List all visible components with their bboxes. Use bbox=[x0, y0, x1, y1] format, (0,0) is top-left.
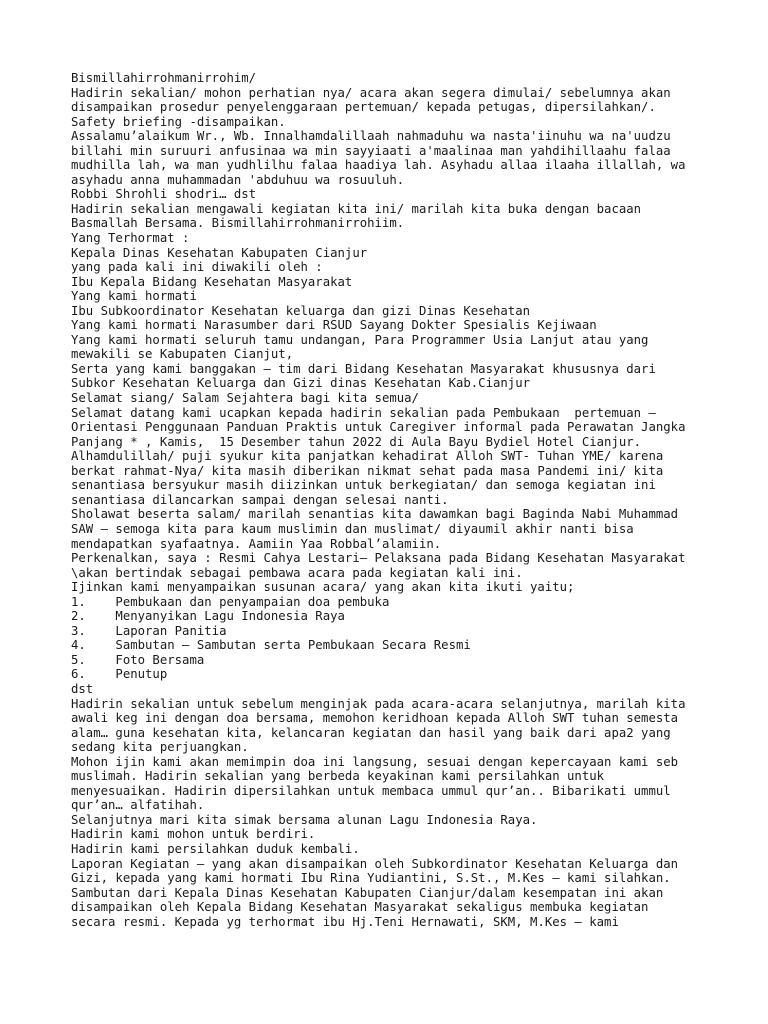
text-line: disampaikan prosedur penyelenggaraan pertemuan/ kepada petugas, dipersilahkan/. bbox=[71, 100, 656, 115]
text-line: mewakili se Kabupaten Cianjut, bbox=[71, 347, 294, 362]
text-line: Yang Terhormat : bbox=[71, 231, 190, 246]
text-line: \akan bertindak sebagai pembawa acara pada kegiatan kali ini. bbox=[71, 565, 523, 580]
text-line: SAW – semoga kita para kaum muslimin dan muslimat/ diyaumil akhir nanti bisa bbox=[71, 521, 634, 536]
text-line: Selamat siang/ Salam Sejahtera bagi kita semua/ bbox=[71, 391, 419, 406]
text-line: Orientasi Penggunaan Panduan Praktis untuk Caregiver informal pada Perawatan Jangka bbox=[71, 420, 686, 435]
text-line: 6. Penutup bbox=[71, 667, 168, 682]
text-line: Safety briefing -disampaikan. bbox=[71, 114, 286, 129]
text-line: Panjang * , Kamis, 15 Desember tahun 2022 di Aula Bayu Bydiel Hotel Cianjur. bbox=[71, 434, 642, 449]
document-body bbox=[71, 71, 711, 929]
text-line: Ijinkan kami menyampaikan susunan acara/ yang akan kita ikuti yaitu; bbox=[71, 580, 575, 595]
text-line: Robbi Shrohli shodri… dst bbox=[71, 187, 257, 202]
text-line: muslimah. Hadirin sekalian yang berbeda keyakinan kami persilahkan untuk bbox=[71, 769, 605, 784]
text-line: Hadirin kami mohon untuk berdiri. bbox=[71, 827, 316, 842]
text-line: Hadirin sekalian untuk sebelum menginjak pada acara-acara selanjutnya, marilah kita bbox=[71, 696, 686, 711]
text-line: Hadirin kami persilahkan duduk kembali. bbox=[71, 841, 360, 856]
text-line: billahi min suruuri anfusinaa wa min sayyiaati a'maalinaa man yahdihillaahu falaa bbox=[71, 143, 671, 158]
text-line: qur’an… alfatihah. bbox=[71, 798, 205, 813]
text-line: berkat rahmat-Nya/ kita masih diberikan nikmat sehat pada masa Pandemi ini/ kita bbox=[71, 463, 664, 478]
text-line: Yang kami hormati Narasumber dari RSUD Sayang Dokter Spesialis Kejiwaan bbox=[71, 318, 597, 333]
text-line: Selamat datang kami ucapkan kepada hadirin sekalian pada Pembukaan pertemuan – bbox=[71, 405, 656, 420]
text-line: 3. Laporan Panitia bbox=[71, 623, 227, 638]
text-line: asyhadu anna muhammadan 'abduhuu wa rosuuluh. bbox=[71, 172, 405, 187]
text-line: Gizi, kepada yang kami hormati Ibu Rina Yudiantini, S.St., M.Kes – kami silahkan. bbox=[71, 871, 671, 886]
text-line: Sholawat beserta salam/ marilah senantias kita dawamkan bagi Baginda Nabi Muhammad bbox=[71, 507, 679, 522]
text-line: disampaikan oleh Kepala Bidang Kesehatan Masyarakat sekaligus membuka kegiatan bbox=[71, 900, 649, 915]
text-line: secara resmi. Kepada yg terhormat ibu Hj.Teni Hernawati, SKM, M.Kes – kami bbox=[71, 914, 619, 929]
text-line: dst bbox=[71, 681, 94, 696]
text-line: awali keg ini dengan doa bersama, memohon keridhoan kepada Alloh SWT tuhan semesta bbox=[71, 711, 679, 726]
text-line: alam… guna kesehatan kita, kelancaran kegiatan dan hasil yang baik dari apa2 yang bbox=[71, 725, 671, 740]
text-line: senantiasa bersyukur masih diizinkan untuk berkegiatan/ dan semoga kegiatan ini bbox=[71, 478, 656, 493]
text-line: Subkor Kesehatan Keluarga dan Gizi dinas Kesehatan Kab.Cianjur bbox=[71, 376, 531, 391]
text-line: 1. Pembukaan dan penyampaian doa pembuka bbox=[71, 594, 390, 609]
text-line: mendapatkan syafaatnya. Aamiin Yaa Robbal’alamiin. bbox=[71, 536, 442, 551]
text-line: Kepala Dinas Kesehatan Kabupaten Cianjur bbox=[71, 245, 368, 260]
text-line: Hadirin sekalian mengawali kegiatan kita ini/ marilah kita buka dengan bacaan bbox=[71, 201, 642, 216]
text-line: Assalamu’alaikum Wr., Wb. Innalhamdalillaah nahmaduhu wa nasta'iinuhu wa na'uudzu bbox=[71, 129, 671, 144]
text-line: Ibu Subkoordinator Kesehatan keluarga dan gizi Dinas Kesehatan bbox=[71, 303, 531, 318]
text-line: Hadirin sekalian/ mohon perhatian nya/ acara akan segera dimulai/ sebelumnya akan bbox=[71, 85, 671, 100]
text-line: Ibu Kepala Bidang Kesehatan Masyarakat bbox=[71, 274, 353, 289]
text-line: yang pada kali ini diwakili oleh : bbox=[71, 260, 323, 275]
text-line: Mohon ijin kami akan memimpin doa ini langsung, sesuai dengan kepercayaan kami seb bbox=[71, 754, 679, 769]
text-line: Yang kami hormati bbox=[71, 289, 197, 304]
text-line: Selanjutnya mari kita simak bersama alunan Lagu Indonesia Raya. bbox=[71, 812, 538, 827]
text-line: Serta yang kami banggakan – tim dari Bidang Kesehatan Masyarakat khususnya dari bbox=[71, 361, 656, 376]
text-line: Alhamdulillah/ puji syukur kita panjatkan kehadirat Alloh SWT- Tuhan YME/ karena bbox=[71, 449, 664, 464]
text-line: Basmallah Bersama. Bismillahirrohmanirrohiim. bbox=[71, 216, 405, 231]
text-line: Sambutan dari Kepala Dinas Kesehatan Kabupaten Cianjur/dalam kesempatan ini akan bbox=[71, 885, 664, 900]
text-line: mudhilla lah, wa man yudhlilhu falaa haadiya lah. Asyhadu allaa ilaaha illallah, wa bbox=[71, 158, 686, 173]
text-line: Yang kami hormati seluruh tamu undangan, Para Programmer Usia Lanjut atau yang bbox=[71, 332, 649, 347]
text-line: 4. Sambutan – Sambutan serta Pembukaan Secara Resmi bbox=[71, 638, 471, 653]
text-line: Perkenalkan, saya : Resmi Cahya Lestari– Pelaksana pada Bidang Kesehatan Masyarakat bbox=[71, 551, 686, 566]
text-line: 5. Foto Bersama bbox=[71, 652, 205, 667]
text-line: Laporan Kegiatan – yang akan disampaikan oleh Subkordinator Kesehatan Keluarga dan bbox=[71, 856, 679, 871]
text-line: 2. Menyanyikan Lagu Indonesia Raya bbox=[71, 609, 345, 624]
text-line: sedang kita perjuangkan. bbox=[71, 740, 249, 755]
text-line: Bismillahirrohmanirrohim/ bbox=[71, 71, 257, 85]
text-line: menyesuaikan. Hadirin dipersilahkan untuk membaca ummul qur’an.. Bibarikati ummul bbox=[71, 783, 671, 798]
text-line: senantiasa dilancarkan sampai dengan selesai nanti. bbox=[71, 492, 449, 507]
